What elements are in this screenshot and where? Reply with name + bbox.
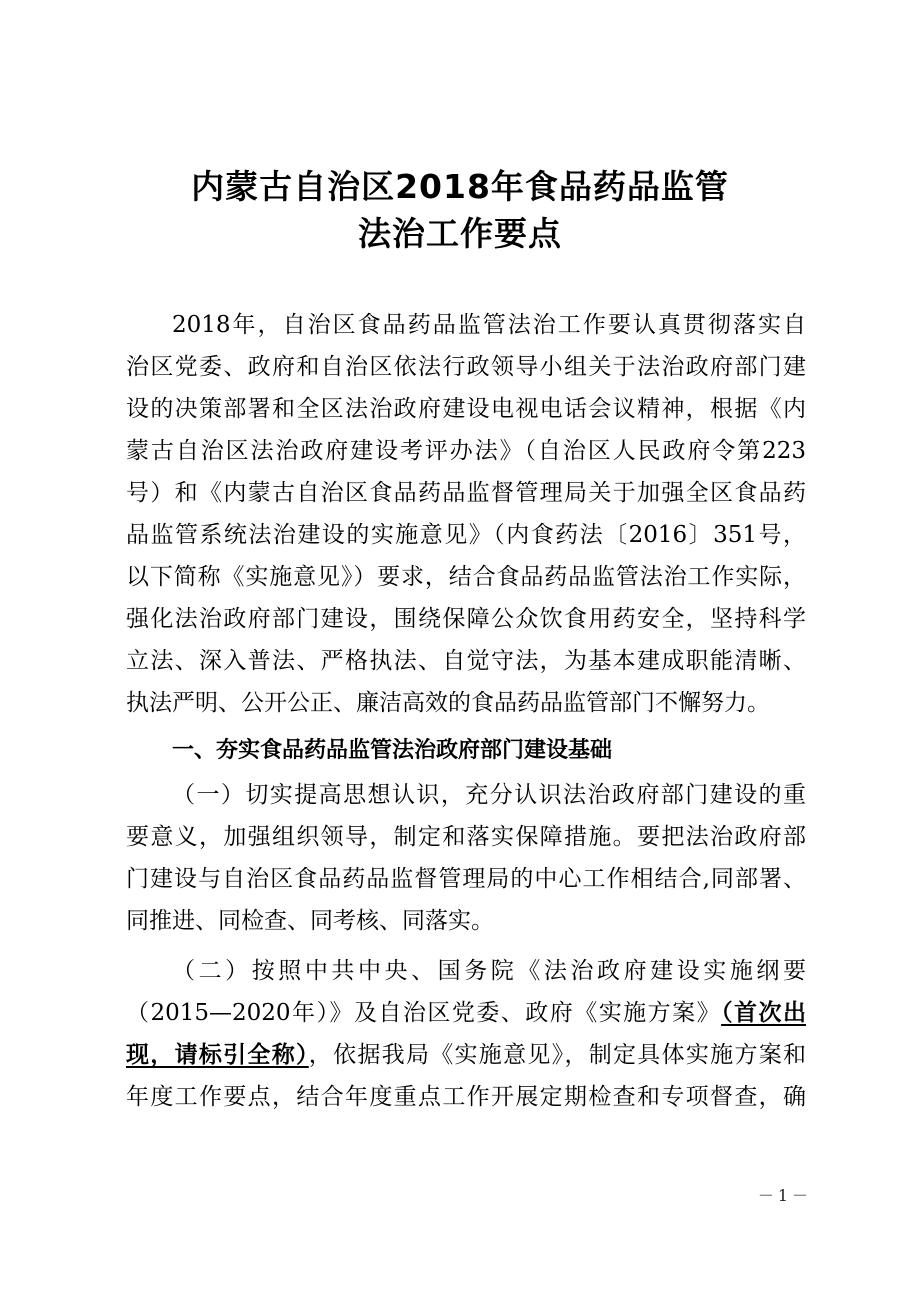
- paragraph-2-line: 门建设与自治区食品药品监督管理局的中心工作相结合,同部署、: [126, 866, 806, 892]
- document-title-line-1: 内蒙古自治区2018年食品药品监管: [191, 167, 729, 206]
- editor-comment-note: （首次出: [721, 1000, 806, 1026]
- paragraph-2-line: 要意义，加强组织领导，制定和落实保障措施。要把法治政府部: [126, 824, 806, 850]
- paragraph-1-line: 执法严明、公开公正、廉洁高效的食品药品监管部门不懈努力。: [126, 690, 770, 716]
- paragraph-3-line: 年度工作要点，结合年度重点工作开展定期检查和专项督查，确: [126, 1084, 806, 1110]
- paragraph-3-text: ，依据我局《实施意见》，制定具体实施方案和: [308, 1042, 806, 1068]
- paragraph-1-line: 以下简称《实施意见》）要求，结合食品药品监管法治工作实际，: [126, 564, 806, 590]
- paragraph-2-line: 同推进、同检查、同考核、同落实。: [126, 908, 494, 934]
- paragraph-2-line: （一）切实提高思想认识，充分认识法治政府部门建设的重: [172, 782, 806, 808]
- paragraph-3-line: （二）按照中共中央、国务院《法治政府建设实施纲要: [172, 958, 806, 984]
- document-title-line-2: 法治工作要点: [358, 214, 562, 253]
- paragraph-1-line: 立法、深入普法、严格执法、自觉守法，为基本建成职能清晰、: [126, 648, 806, 674]
- section-heading-1: 一、夯实食品药品监管法治政府部门建设基础: [172, 738, 613, 763]
- paragraph-3-line: [126, 1034, 806, 1076]
- paragraph-1-line: 设的决策部署和全区法治政府建设电视电话会议精神，根据《内: [126, 396, 806, 422]
- page-number: －1－: [757, 1186, 812, 1205]
- editor-comment-note: 现，请标引全称）: [126, 1042, 309, 1068]
- paragraph-1-line: 品监管系统法治建设的实施意见》（内食药法〔2016〕351号，: [126, 522, 806, 548]
- paragraph-3-text: （2015—2020年）》及自治区党委、政府《实施方案》: [126, 1000, 722, 1026]
- paragraph-1-line: 治区党委、政府和自治区依法行政领导小组关于法治政府部门建: [126, 354, 806, 380]
- paragraph-1-line: 强化法治政府部门建设，围绕保障公众饮食用药安全，坚持科学: [126, 606, 806, 632]
- paragraph-1-line: 2018年，自治区食品药品监管法治工作要认真贯彻落实自: [172, 312, 806, 338]
- paragraph-1-line: 蒙古自治区法治政府建设考评办法》（自治区人民政府令第223: [126, 438, 806, 464]
- paragraph-1-line: 号）和《内蒙古自治区食品药品监督管理局关于加强全区食品药: [126, 480, 806, 506]
- paragraph-3-line: [126, 992, 806, 1034]
